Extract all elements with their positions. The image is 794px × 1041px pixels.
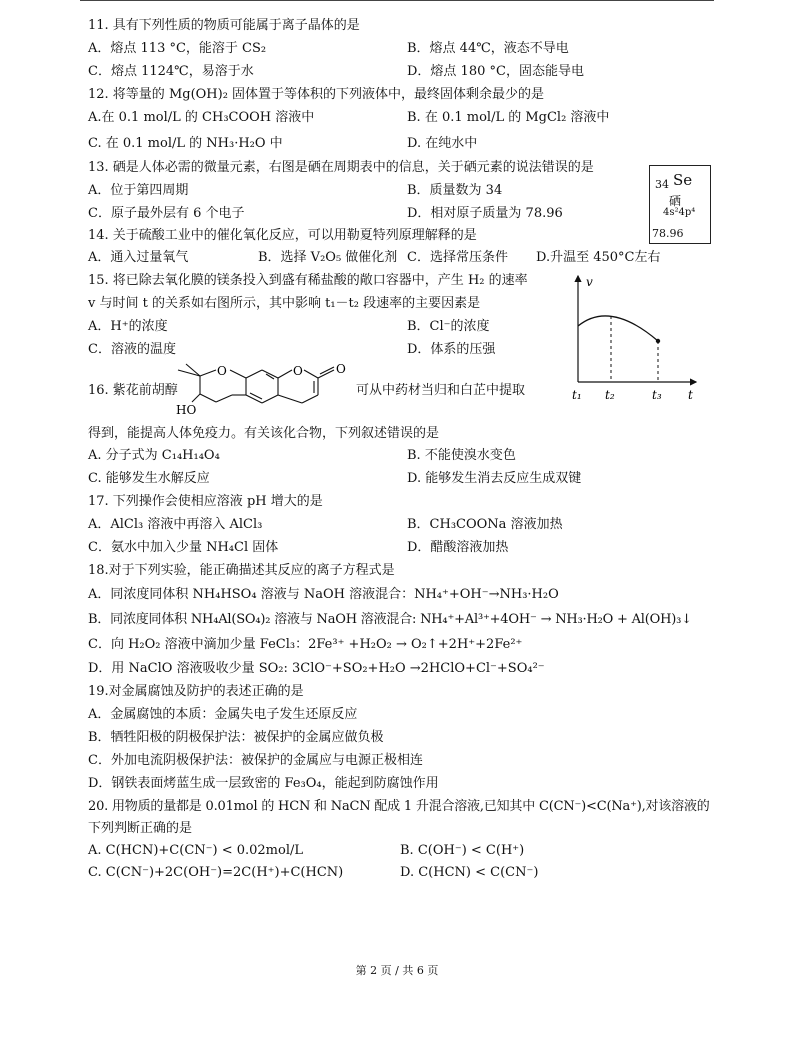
q19-option-b: B．牺牲阳极的阴极保护法：被保护的金属应做负极 bbox=[88, 730, 384, 745]
q15-stem-2: v 与时间 t 的关系如右图所示，其中影响 t₁－t₂ 段速率的主要因素是 bbox=[88, 296, 481, 311]
q16-stem-left: 16. 紫花前胡醇 bbox=[88, 383, 178, 398]
q20-option-a: A. C(HCN)+C(CN⁻) < 0.02mol/L bbox=[88, 843, 303, 858]
q14-option-c: C．选择常压条件 bbox=[407, 250, 508, 265]
rate-time-graph bbox=[566, 272, 700, 404]
graph-x-label: t bbox=[688, 388, 693, 402]
q20-stem-1: 20. 用物质的量都是 0.01mol 的 HCN 和 NaCN 配成 1 升混合溶液,已知其中 C(CN⁻)<C(Na⁺),对该溶液的 bbox=[88, 799, 710, 814]
q20-stem-2: 下列判断正确的是 bbox=[88, 821, 193, 836]
q17-option-d: D．醋酸溶液加热 bbox=[407, 540, 509, 555]
q13-option-a: A．位于第四周期 bbox=[88, 183, 189, 198]
q11-option-a: A．熔点 113 °C，能溶于 CS₂ bbox=[88, 41, 267, 56]
q16-stem-right: 可从中药材当归和白芷中提取 bbox=[356, 383, 526, 398]
q12-option-c: C. 在 0.1 mol/L 的 NH₃·H₂O 中 bbox=[88, 136, 283, 151]
q15-stem-1: 15. 将已除去氧化膜的镁条投入到盛有稀盐酸的敞口容器中，产生 H₂ 的速率 bbox=[88, 273, 528, 288]
page-footer: 第 2 页 / 共 6 页 bbox=[355, 964, 439, 977]
q14-option-b: B．选择 V₂O₅ 做催化剂 bbox=[258, 250, 398, 265]
structure-ho: HO bbox=[176, 403, 197, 417]
q18-option-d: D．用 NaClO 溶液吸收少量 SO₂: 3ClO⁻+SO₂+H₂O →2HClO+Cl⁻+SO₄²⁻ bbox=[88, 661, 545, 676]
graph-t2-label: t₂ bbox=[605, 388, 615, 402]
q20-option-c: C. C(CN⁻)+2C(OH⁻)=2C(H⁺)+C(HCN) bbox=[88, 865, 344, 880]
q12-stem: 12. 将等量的 Mg(OH)₂ 固体置于等体积的下列液体中，最终固体剩余最少的是 bbox=[88, 87, 545, 102]
q14-option-a: A．通入过量氧气 bbox=[88, 250, 189, 265]
graph-t1-label: t₁ bbox=[572, 388, 582, 402]
q15-option-a: A．H⁺的浓度 bbox=[88, 319, 168, 334]
q18-option-a: A．同浓度同体积 NH₄HSO₄ 溶液与 NaOH 溶液混合：NH₄⁺+OH⁻→NH₃·H₂O bbox=[88, 587, 559, 602]
q15-option-d: D．体系的压强 bbox=[407, 342, 496, 357]
q11-stem: 11. 具有下列性质的物质可能属于离子晶体的是 bbox=[88, 18, 360, 33]
q11-option-d: D．熔点 180 °C，固态能导电 bbox=[407, 64, 584, 79]
selenium-element-box bbox=[649, 165, 711, 244]
q16-stem-2: 得到，能提高人体免疫力。有关该化合物，下列叙述错误的是 bbox=[88, 426, 440, 441]
compound-structure bbox=[170, 360, 356, 418]
q17-option-c: C．氨水中加入少量 NH₄Cl 固体 bbox=[88, 540, 279, 555]
graph-t3-label: t₃ bbox=[652, 388, 662, 402]
top-rule bbox=[80, 0, 714, 1]
q13-stem: 13. 硒是人体必需的微量元素，右图是硒在周期表中的信息，关于硒元素的说法错误的是 bbox=[88, 160, 594, 175]
structure-o-ring-1: O bbox=[217, 364, 227, 378]
q13-option-c: C．原子最外层有 6 个电子 bbox=[88, 206, 245, 221]
q13-option-b: B．质量数为 34 bbox=[407, 183, 503, 198]
se-mass: 78.96 bbox=[652, 227, 684, 240]
graph-y-label: v bbox=[586, 275, 593, 289]
q11-option-b: B．熔点 44℃，液态不导电 bbox=[407, 41, 569, 56]
se-config: 4s²4p⁴ bbox=[663, 207, 696, 218]
q19-stem: 19.对金属腐蚀及防护的表述正确的是 bbox=[88, 684, 304, 699]
q19-option-d: D．钢铁表面烤蓝生成一层致密的 Fe₃O₄，能起到防腐蚀作用 bbox=[88, 776, 439, 791]
se-atomic-number: 34 bbox=[655, 178, 669, 191]
q20-option-d: D. C(HCN) < C(CN⁻) bbox=[400, 865, 539, 880]
q20-option-b: B. C(OH⁻) < C(H⁺) bbox=[400, 843, 525, 858]
q18-option-c: C．向 H₂O₂ 溶液中滴加少量 FeCl₃：2Fe³⁺ +H₂O₂ → O₂↑+2H⁺+2Fe²⁺ bbox=[88, 637, 523, 652]
q15-option-c: C．溶液的温度 bbox=[88, 342, 176, 357]
structure-o-carbonyl: O bbox=[336, 362, 346, 376]
q17-option-b: B．CH₃COONa 溶液加热 bbox=[407, 517, 563, 532]
se-symbol: Se bbox=[673, 171, 693, 189]
q18-stem: 18.对于下列实验，能正确描述其反应的离子方程式是 bbox=[88, 563, 395, 578]
q12-option-a: A.在 0.1 mol/L 的 CH₃COOH 溶液中 bbox=[88, 110, 315, 125]
graph-curve bbox=[578, 316, 658, 341]
q19-option-a: A．金属腐蚀的本质：金属失电子发生还原反应 bbox=[88, 707, 358, 722]
q14-stem: 14. 关于硫酸工业中的催化氧化反应，可以用勒夏特列原理解释的是 bbox=[88, 228, 477, 243]
q16-option-b: B. 不能使溴水变色 bbox=[407, 448, 516, 463]
q16-option-d: D. 能够发生消去反应生成双键 bbox=[407, 471, 582, 486]
q19-option-c: C．外加电流阴极保护法：被保护的金属应与电源正极相连 bbox=[88, 753, 423, 768]
q15-option-b: B．Cl⁻的浓度 bbox=[407, 319, 490, 334]
q18-option-b: B．同浓度同体积 NH₄Al(SO₄)₂ 溶液与 NaOH 溶液混合: NH₄⁺+Al³⁺+4OH⁻ → NH₃·H₂O + Al(OH)₃↓ bbox=[88, 612, 692, 627]
q16-option-a: A. 分子式为 C₁₄H₁₄O₄ bbox=[88, 448, 220, 463]
structure-o-ring-2: O bbox=[293, 364, 303, 378]
q16-option-c: C. 能够发生水解反应 bbox=[88, 471, 210, 486]
q13-option-d: D．相对原子质量为 78.96 bbox=[407, 206, 563, 221]
q14-option-d: D.升温至 450°C左右 bbox=[536, 250, 661, 265]
q17-stem: 17. 下列操作会使相应溶液 pH 增大的是 bbox=[88, 494, 323, 509]
se-name: 硒 bbox=[669, 194, 682, 208]
q17-option-a: A．AlCl₃ 溶液中再溶入 AlCl₃ bbox=[88, 517, 263, 532]
q12-option-d: D. 在纯水中 bbox=[407, 136, 478, 151]
q12-option-b: B. 在 0.1 mol/L 的 MgCl₂ 溶液中 bbox=[407, 110, 610, 125]
q11-option-c: C．熔点 1124℃，易溶于水 bbox=[88, 64, 254, 79]
